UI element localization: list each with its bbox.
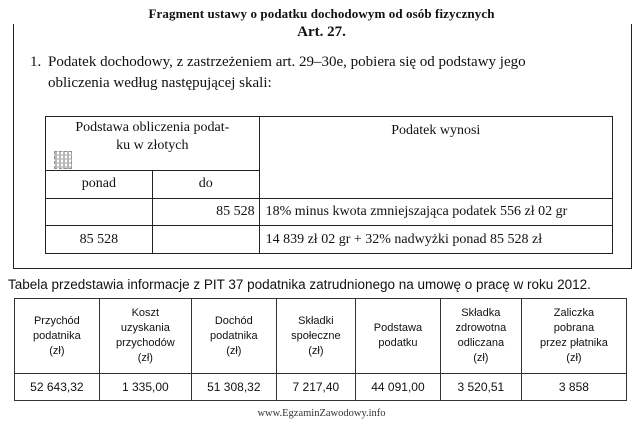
pit-header-line: Koszt bbox=[131, 307, 160, 319]
pit-header-line: Dochód bbox=[214, 314, 253, 327]
pit-header-line: Podstawa bbox=[373, 322, 423, 334]
scale-row bbox=[46, 226, 613, 254]
pit-header-line: uzyskania bbox=[120, 322, 170, 334]
pit-value-health-contribution: 3 520,51 bbox=[440, 374, 521, 401]
watermark: www.EgzaminZawodowy.info bbox=[257, 408, 386, 419]
pit-header-line: Przychód bbox=[33, 314, 80, 327]
scale-cell-from bbox=[46, 198, 153, 226]
scale-cell-from: 85 528 bbox=[46, 226, 153, 254]
pit-header-advance-paid bbox=[521, 299, 626, 374]
pit-header-line: (zł) bbox=[226, 344, 242, 357]
paragraph-line-1: Podatek dochodowy, z zastrzeżeniem art. 29–30e, pobiera się od podstawy jego bbox=[48, 54, 526, 70]
pit-header-line: pobrana bbox=[553, 322, 595, 334]
scale-cell-to: 85 528 bbox=[152, 198, 259, 226]
pit-header-line: Składki bbox=[298, 314, 334, 327]
pit-header-line: Zaliczka bbox=[553, 307, 595, 319]
pit-value-social-contributions: 7 217,40 bbox=[276, 374, 355, 401]
pit-header-line: zdrowotna bbox=[455, 322, 507, 334]
pit-header-line: podatnika bbox=[209, 329, 258, 342]
scale-cell-tax: 18% minus kwota zmniejszająca podatek 556 zł 02 gr bbox=[259, 198, 612, 226]
scale-header-base bbox=[46, 117, 260, 171]
pit-header-net-income bbox=[191, 299, 276, 374]
pit-header-line: (zł) bbox=[473, 352, 489, 364]
pit-header-line: (zł) bbox=[566, 352, 582, 364]
pit37-table bbox=[14, 298, 627, 401]
article-title: Art. 27. bbox=[297, 24, 346, 40]
paragraph-line-2: obliczenia według następującej skali: bbox=[48, 75, 272, 91]
scale-subheader-from: ponad bbox=[46, 171, 153, 199]
pit-header-line: przychodów bbox=[116, 337, 175, 349]
pit-header-line: (zł) bbox=[308, 344, 324, 357]
article-paragraph bbox=[30, 52, 610, 94]
scale-cell-tax: 14 839 zł 02 gr + 32% nadwyżki ponad 85 528 zł bbox=[259, 226, 612, 254]
scale-row bbox=[46, 198, 613, 226]
scale-cell-to bbox=[152, 226, 259, 254]
pit-header-social-contributions bbox=[276, 299, 355, 374]
scale-header-base-line-2: ku w złotych bbox=[116, 138, 189, 153]
scale-header-tax: Podatek wynosi bbox=[259, 117, 612, 199]
pit-header-line: społeczne bbox=[291, 329, 341, 342]
scale-header-base-line-1: Podstawa obliczenia podat- bbox=[75, 120, 230, 135]
pit-value-net-income: 51 308,32 bbox=[191, 374, 276, 401]
pit-header-line: (zł) bbox=[49, 344, 65, 357]
pit-header-line: podatnika bbox=[33, 329, 81, 342]
pit-value-costs: 1 335,00 bbox=[99, 374, 191, 401]
document-header-title: Fragment ustawy o podatku dochodowym od osób fizycznych bbox=[148, 6, 495, 21]
tax-scale-table bbox=[45, 116, 613, 254]
pit-header-health-contribution bbox=[440, 299, 521, 374]
scale-subheader-to: do bbox=[152, 171, 259, 199]
paragraph-number: 1. bbox=[30, 54, 42, 70]
pit-header-line: (zł) bbox=[137, 352, 153, 364]
pit-value-income: 52 643,32 bbox=[15, 374, 100, 401]
pit-value-tax-base: 44 091,00 bbox=[356, 374, 441, 401]
pit-header-line: odliczana bbox=[457, 337, 505, 349]
qr-code-icon bbox=[54, 151, 72, 169]
pit-header-line: Składka bbox=[461, 307, 501, 319]
pit-value-advance-paid: 3 858 bbox=[521, 374, 626, 401]
pit-header-line: przez płatnika bbox=[540, 337, 608, 349]
pit-header-income bbox=[15, 299, 100, 374]
pit-header-line: podatku bbox=[378, 337, 418, 349]
pit-header-costs bbox=[99, 299, 191, 374]
pit-table-caption: Tabela przedstawia informacje z PIT 37 podatnika zatrudnionego na umowę o pracę w roku 2012. bbox=[8, 277, 591, 292]
pit-header-tax-base bbox=[356, 299, 441, 374]
